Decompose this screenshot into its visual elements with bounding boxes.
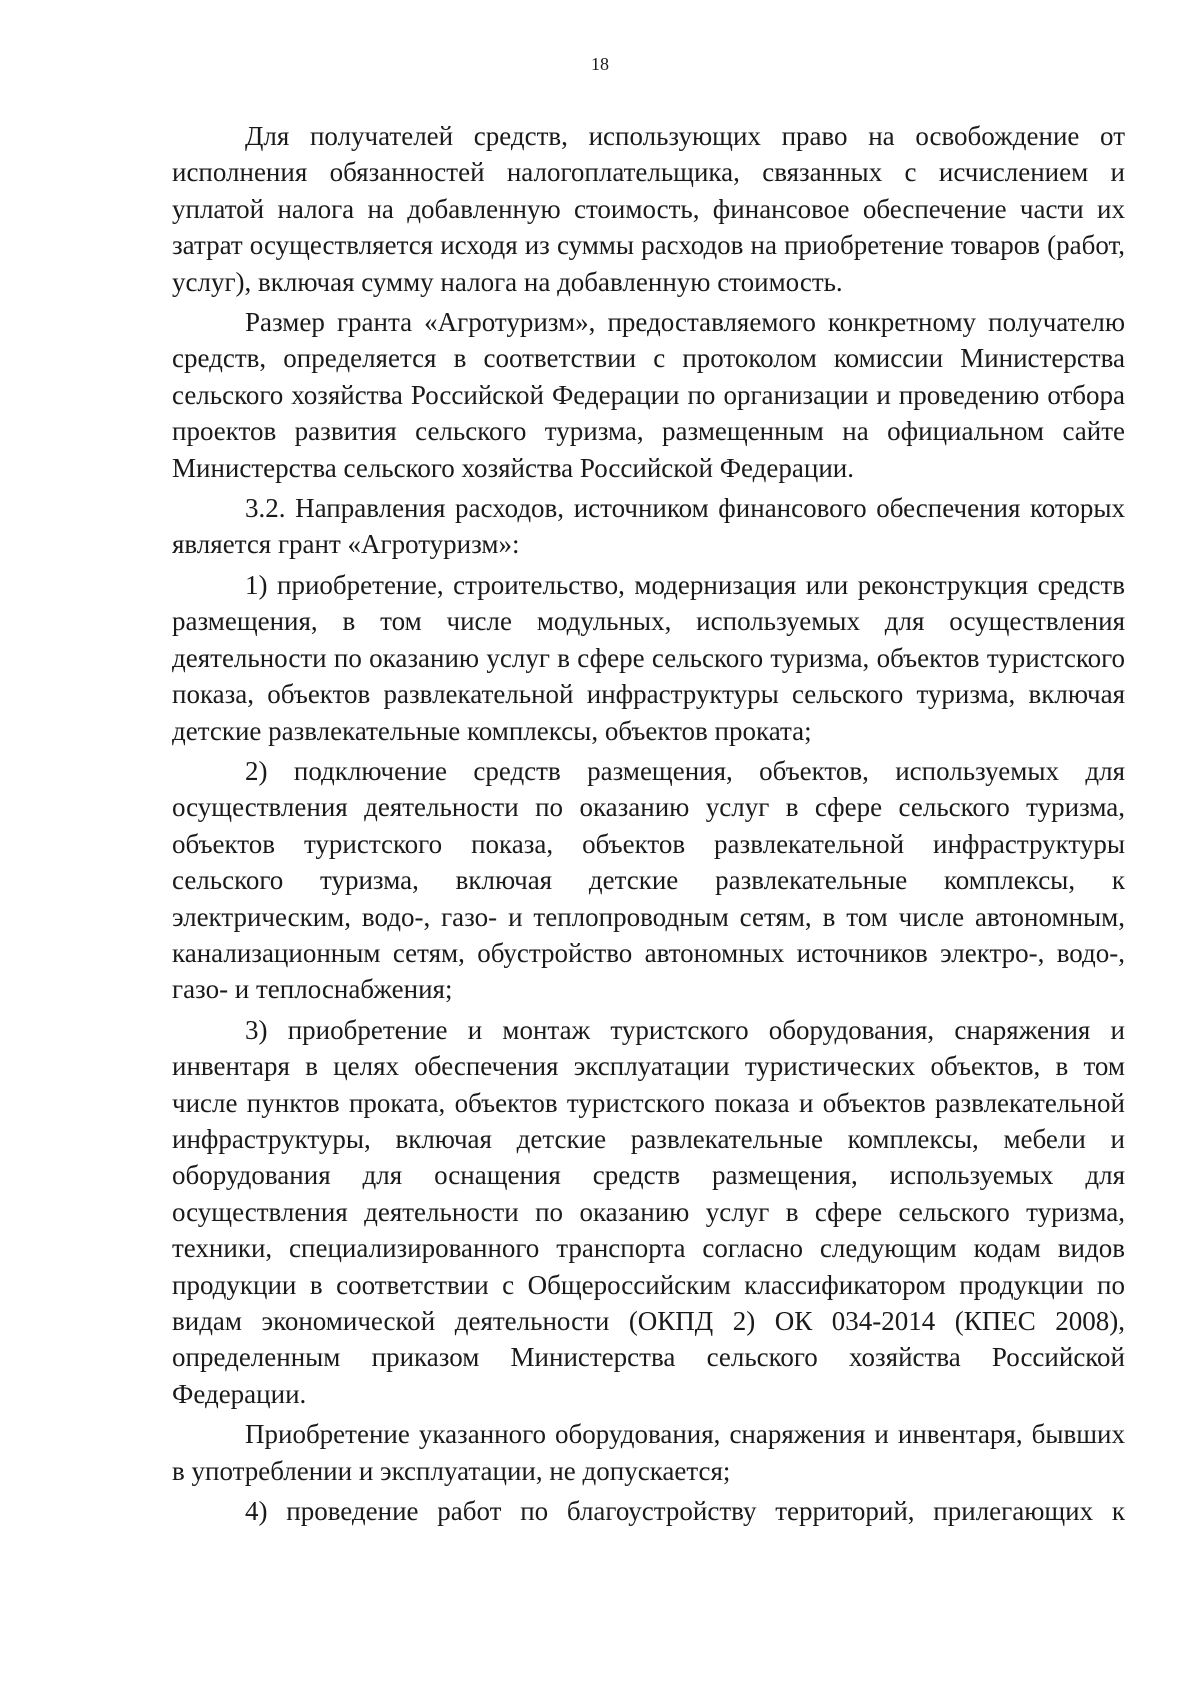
list-item-1: 1) приобретение, строительство, модернизация или реконструкция средств размещения, в том числе модульных, используемых для осуществления деятельности по оказанию услуг в сфере сельского туризма, объектов туристского показа, объектов развлекательной инфраструктуры сельского туризма, включая детские развлекательные комплексы, объектов проката; [172, 569, 1125, 746]
document-body [172, 118, 1125, 1529]
paragraph-vat-exemption: Для получателей средств, использующих право на освобождение от исполнения обязанностей налогоплательщика, связанных с исчислением и уплатой налога на добавленную стоимость, финансовое обеспечение части их затрат осуществляется исходя из суммы расходов на приобретение товаров (работ, услуг), включая сумму налога на добавленную стоимость. [172, 121, 1125, 297]
paragraph-used-equipment: Приобретение указанного оборудования, снаряжения и инвентаря, бывших в употреблении и эксплуатации, не допускается; [172, 1419, 1125, 1486]
paragraph-grant-size: Размер гранта «Агротуризм», предоставляемого конкретному получателю средств, определяется в соответствии с протоколом комиссии Министерства сельского хозяйства Российской Федерации по организации и проведению отбора проектов развития сельского туризма, размещенным на официальном сайте Министерства сельского хозяйства Российской Федерации. [172, 307, 1125, 483]
paragraph-section-3-2: 3.2. Направления расходов, источником финансового обеспечения которых является грант «Агротуризм»: [172, 493, 1125, 560]
list-item-3: 3) приобретение и монтаж туристского оборудования, снаряжения и инвентаря в целях обеспечения эксплуатации туристических объектов, в том числе пунктов проката, объектов туристского показа и объектов развлекательной инфраструктуры, включая детские развлекательные комплексы, мебели и оборудования для оснащения средств размещения, используемых для осуществления деятельности по оказанию услуг в сфере сельского туризма, техники, специализированного транспорта согласно следующим кодам видов продукции в соответствии с Общероссийским классификатором продукции по видам экономической деятельности (ОКПД 2) ОК 034-2014 (КПЕС 2008), определенным приказом Министерства сельского хозяйства Российской Федерации. [172, 1014, 1125, 1409]
list-item-2: 2) подключение средств размещения, объектов, используемых для осуществления деятельности по оказанию услуг в сфере сельского туризма, объектов туристского показа, объектов развлекательной инфраструктуры сельского туризма, включая детские развлекательные комплексы, к электрическим, водо-, газо- и теплопроводным сетям, в том числе автономным, канализационным сетям, обустройство автономных источников электро-, водо-, газо- и теплоснабжения; [172, 755, 1125, 1005]
list-item-4: 4) проведение работ по благоустройству территорий, прилегающих к [245, 1496, 1125, 1527]
page-number: 18 [591, 54, 609, 74]
